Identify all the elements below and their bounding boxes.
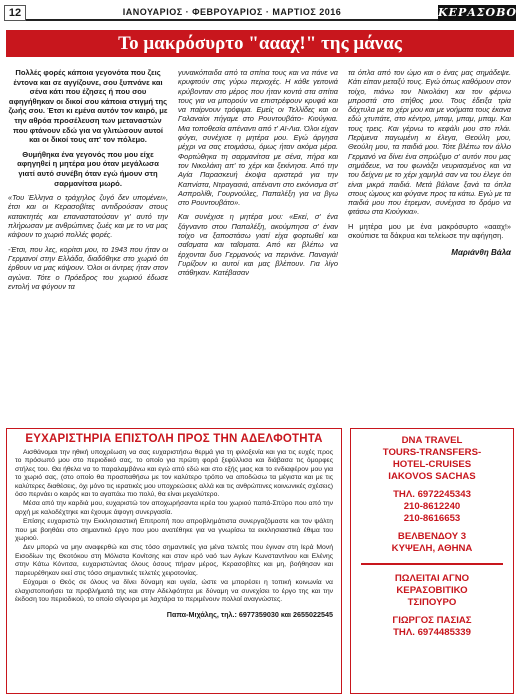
letter-body bbox=[15, 449, 333, 604]
letter-paragraph: Δεν μπορώ να μην αναφερθώ και στις τόσο σημαντικές για μένα τελετές που έγιναν στη Ιερά Μονή Εισοδίων της Θεοτόκου στη Μόλιστα Κονίτσης και στον ιερό ναό των Αγίων Κωνσταντίνου και Ελένης στην Κάτω Κόνιτσα, ευχαριστώντας όλους όσους πήραν μέρος, Κερασοβίτες και μη, βοήθησαν και παρευρέθηκαν εκεί στις τόσο σημαντικές τελετές χειροτονίας. bbox=[15, 544, 333, 577]
ad-seller-phone: ΤΗΛ. 6974485339 bbox=[393, 626, 471, 638]
ad-services: HOTEL-CRUISES bbox=[392, 459, 472, 470]
page-header bbox=[4, 4, 516, 22]
article-column-3 bbox=[348, 68, 511, 258]
article-signature: Μαριάνθη Βάλα bbox=[451, 248, 511, 258]
article-column-2 bbox=[178, 68, 338, 283]
ad-phone: ΤΗΛ. 6972245343 bbox=[393, 489, 471, 500]
masthead-logo: ΚΕΡΑΣΟΒΟ bbox=[438, 6, 517, 19]
article-paragraph: τα όπλα από τον ώμο και ο ένας μας σημάδεψε. Κάτι είπαν μεταξύ τους. Εγώ όπως καθόμουν στον τοίχο, πιάνω τον Νικολάκη και τον φέρνω μπροστά στο στήθος μου. Τους έδειξα τρία δάχτυλα με το χέρι μου και με νοήματα τους έκανα εδώ χτυπάτε, στο κέντρο, μπαμ, μπαμ, μπαμ. Και τους τρεις. Και γέρνω το κεφάλι μου στο πλάι. Περίμενα παγωμένη κι έλεγα, Θεούλη μου, Θεούλη μου, τα παιδιά μου. Τότε βλέπω τον άλλο Γερμανό να δίνει ένα σπρώξιμο σ' αυτόν που μας σημάδευε, να του φωνάζει νευριασμένος και να του δείχνει με το χέρι χαμηλά σαν να του έλεγε ότι είναι μικρά παιδιά. Μετά βάλανε ξανά τα όπλα στους ώμους και φύγανε προς τα κάτω. Εγώ με τα παιδιά μου που έτρεμαν, συνέχισα το δρόμο να φτάσω στα Κιούγκια». bbox=[348, 68, 511, 217]
thank-you-letter bbox=[6, 428, 342, 694]
ad-sale-text: ΠΩΛΕΙΤΑΙ ΑΓΝΟ bbox=[394, 572, 470, 584]
article-paragraph: -Έτσι, που λες, κορίτσι μου, το 1943 που ήταν οι Γερμανοί στην Ελλάδα, διαδόθηκε στο χωριό ότι έρθουν να μας κάψουν. Όλοι οι άντρες ήταν στον αγώνα. Τότε ο Πρόεδρος του χωριού έδωσε εντολή να φύγουν τα bbox=[8, 244, 168, 291]
issue-date: ΙΑΝΟΥΑΡΙΟΣ · ΦΕΒΡΟΥΑΡΙΟΣ · ΜΑΡΤΙΟΣ 2016 bbox=[122, 7, 342, 17]
article-intro-2: Θυμήθηκα ένα γεγονός που μου είχε αφηγηθεί η μητέρα μου όταν μεγάλωσα γιατί αυτό συνέβη όταν εγώ ήμουν στη σαρμανίτσα μωρό. bbox=[17, 149, 159, 188]
header-rule bbox=[26, 5, 438, 21]
letter-paragraph: Μέσα από την καρδιά μου, ευχαριστώ τον αποχωρήσαντα ιερέα του χωριού παπά-Σπύρο που από την αρχή με καλοδέχτηκε και έχουμε άψογη συνεργασία. bbox=[15, 500, 333, 516]
ad-sale-text: ΚΕΡΑΣΟΒΙΤΙΚΟ bbox=[396, 584, 468, 596]
article-paragraph: Και συνέχισε η μητέρα μου: «Εκεί, σ' ένα ξάγναντο στου Παπαλέξη, ακούμπησα σ' έναν τοίχο να ξαποστάσω γιατί είχα φορτωθεί και σαΐσματα και ταΐσματα. Από κει βλέπω να έρχονται δυο Γερμανούς να περνάνε. Παναγιά! Γυρίζουν κι αυτοί και μας βλέπουν. Για λίγο στάθηκαν. Κατέβασαν bbox=[178, 212, 338, 278]
ad-address: ΚΥΨΕΛΗ, ΑΘΗΝΑ bbox=[391, 543, 473, 554]
letter-paragraph: Εύχομαι ο Θεός σε όλους να δίνει δύναμη και υγεία, ώστε να μπορέσει η τοπική κοινωνία να ελαχιστοποιήσει τα προβλήματά της και στην Αδελφότητα με δύναμη να συνεχίσει το έργο της και την έκδοση του περιοδικού, το οποίο σίγουρα με λαχτάρα το περιμένουν πολλοί αναγνώστες. bbox=[15, 579, 333, 603]
letter-paragraph: Επίσης ευχαριστώ την Εκκλησιαστική Επιτροπή που απροβλημάτιστα συνεργαζόμαστε και τον ψάλτη που με βοηθάει στο σημαντικό έργο που μου ανατέθηκε για να γνωρίσω τα εκκλησιαστικά έθιμα του χωριού. bbox=[15, 518, 333, 543]
article-column-1 bbox=[8, 68, 168, 296]
article-paragraph: Η μητέρα μου με ένα μακρόσυρτο «αααχ!» σκούπισε τα δάκρυα και τελείωσε την αφήγηση. bbox=[348, 221, 511, 241]
article-title: Το μακρόσυρτο "αααχ!" της μάνας bbox=[6, 30, 514, 57]
ad-seller-name: ΓΙΩΡΓΟΣ ΠΑΣΙΑΣ bbox=[392, 614, 472, 626]
letter-title: ΕΥΧΑΡΙΣΤΗΡΙΑ ΕΠΙΣΤΟΛΗ ΠΡΟΣ ΤΗΝ ΑΔΕΛΦΟΤΗΤΑ bbox=[25, 433, 323, 445]
article-paragraph: γυναικόπαιδα από τα σπίτια τους και να πάνε να κρυφτούν στις γύρω περιοχές. Η κάθε γειτονιά κρύβονταν στο μέρος που ήταν κοντά στα σπίτια τους για να μπορούν να επιστρέφουν κρυφά και να παίρνουν τρόφιμα. Εμείς οι Τελλίδες και οι Γαλαναίοι πήγαμε στο Ρουντουβάτο- Κιούγκια. Μια τοποθεσία απέναντι από τ' Αϊ-Λια. Όλοι είχαν φύγει, συνέχισε η μητέρα μου. Εγώ άργησα μέχρι να σας ετοιμάσω, όμως ήταν ακόμα μέρα. Φορτώθηκα τη σαρμανίτσα με σένα, πήρα και τον Νικολάκη απ' το χέρι και ξεκίνησα. Από την Αγία Παρασκευή έκοψα αριστερά για την Καπνίστα, Ντραγασιά, απέναντι στο εικόνισμα στ' Ασπρολίθι, Γουρνούλες, Παπαλέξη για να βγω στο Ρουντουβάτο». bbox=[178, 68, 338, 208]
letter-signature: Παπα-Μιχάλης, τηλ.: 6977359030 και 2655022545 bbox=[166, 610, 333, 620]
page-number: 12 bbox=[4, 5, 26, 21]
ad-company-name: DNA TRAVEL bbox=[401, 435, 463, 446]
ad-address: ΒΕΛΒΕΝΔΟΥ 3 bbox=[397, 531, 467, 542]
ad-phone: 210-8612240 bbox=[403, 501, 461, 512]
letter-paragraph: Αισθάνομαι την ηθική υποχρέωση να σας ευχαριστήσω θερμά για τη φιλοξενία και για τις ευχές προς το πρόσωπό μου στο περιοδικό σας, το οποίο για πρώτη φορά ξεφύλλισα και διάβασα τις όμορφες στήλες του. Θα ήθελα να το παραλαμβάνω και εγώ από εδώ και στο εξής μιας και το ενδιαφέρον μου για το χωριό σας, (στο οποίο θα προσπαθήσω με τον καλύτερο τρόπο να αποδώσω τα μέγιστα και με τις καλύτερες διαθέσεις, όχι μόνο τις ιερατικές μου υποχρεώσεις αλλά και τις ανθρώπινες κοινωνικές σχέσεις) όσο περνάει ο καιρός και το αγαπάω πιο πολύ, θα είναι μεγαλύτερο. bbox=[15, 449, 333, 499]
ad-services: TOURS-TRANSFERS- bbox=[382, 447, 482, 458]
ad-divider bbox=[361, 563, 503, 565]
ad-phone: 210-8616653 bbox=[403, 513, 461, 524]
advertisement-box bbox=[350, 428, 514, 694]
article-intro: Πολλές φορές κάποια γεγονότα που ζεις έντονα και σε αγγίζουνε, σου ξυπνάνε και σένα κάτι που έζησες ή που σου αφηγήθηκαν οι δικοί σου κάποια στιγμή της ζωής σου. Έτσι κι εμένα αυτόν τον καιρό, με την αθρόα προσέλευση των μεταναστών που φτάνουν εδώ για να γλιτώσουν αυτοί και οι δικοί τους απ' τον πόλεμο. bbox=[8, 68, 168, 145]
article-paragraph: «Του Έλληνα ο τράχηλος ζυγό δεν υπομένει», έτσι και οι Κερασοβίτες αντιδρούσαν στους κατακτητές και επαναστατούσαν γι' αυτό την πλήρωσαν με ανθρώπινες ζωές και με το να μας κάψουν το χωριό πολλές φορές. bbox=[8, 193, 168, 240]
ad-sale-text: ΤΣΙΠΟΥΡΟ bbox=[407, 596, 457, 608]
ad-owner: IAKOVOS SACHAS bbox=[388, 471, 476, 482]
